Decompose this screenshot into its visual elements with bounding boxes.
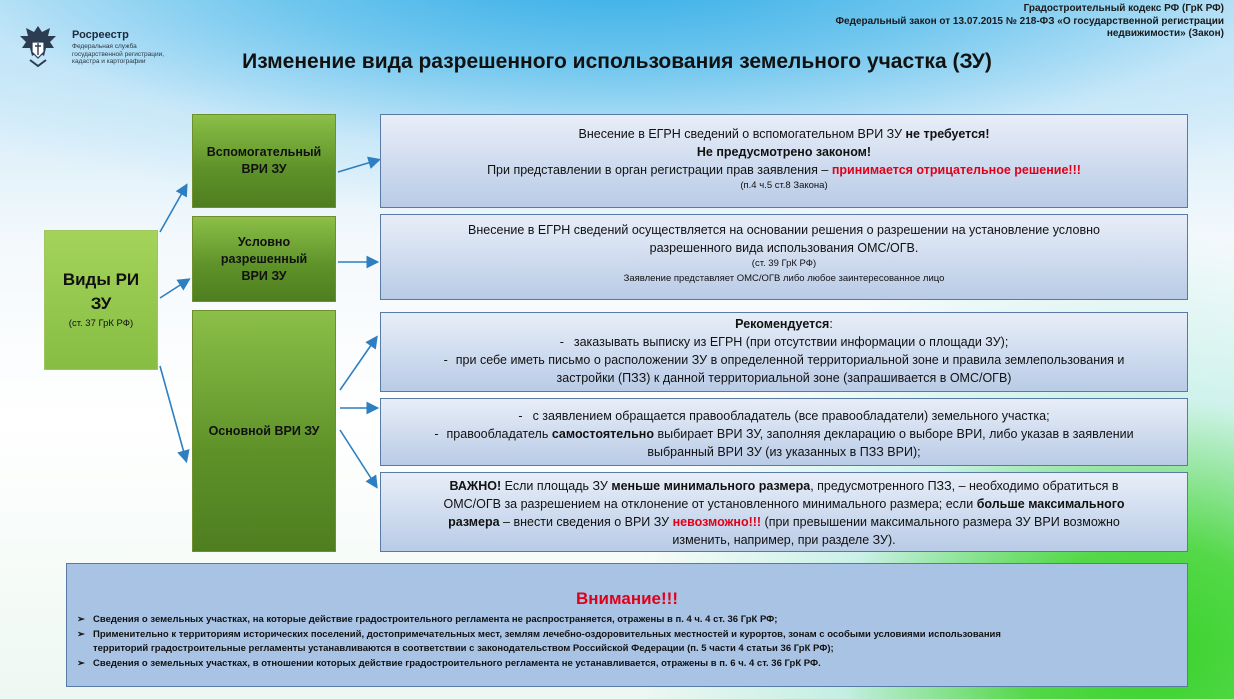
important-box <box>380 472 1188 552</box>
arrow-to-main <box>160 366 186 460</box>
law-line-3: недвижимости» (Закон) <box>1106 28 1224 39</box>
box1-line4: (п.4 ч.5 ст.8 Закона) <box>740 180 828 191</box>
box2-line1: Внесение в ЕГРН сведений осуществляется на основании решения о разрешении на установление условно <box>468 223 1100 237</box>
ri-types-line2: ЗУ <box>90 294 112 313</box>
box2-line3: (ст. 39 ГрК РФ) <box>751 258 817 269</box>
box1-line2: Не предусмотрено законом! <box>696 145 872 159</box>
attention-item: ➢ Сведения о земельных участках, в отношении которых действие градостроительного регламента не устанавливается, отражены в п. 6 ч. 4 ст. 36 ГрК РФ. <box>77 658 821 669</box>
logo-subtitle: Федеральная служба государственной регистрации, кадастра и картографии <box>72 43 165 65</box>
box5-line2: ОМС/ОГВ за разрешением на отклонение от установленного минимального размера; если больше максимального <box>443 497 1125 511</box>
arrow-to-conditional <box>160 280 188 298</box>
box5-line4: изменить, например, при разделе ЗУ). <box>672 533 896 547</box>
law-line-1: Градостроительный кодекс РФ (ГрК РФ) <box>1023 3 1224 14</box>
auxiliary-line1: Вспомогательный <box>206 145 322 159</box>
box4-line3: выбранный ВРИ ЗУ (из указанных в ПЗЗ ВРИ); <box>647 445 921 459</box>
box3-heading: Рекомендуется: <box>735 317 833 331</box>
box4-line2: - правообладатель самостоятельно выбирает ВРИ ЗУ, заполняя декларацию о выборе ВРИ, либо указав в заявлении <box>434 427 1134 441</box>
bullet-arrow-icon: ➢ <box>77 658 85 669</box>
ri-types-box <box>44 230 158 370</box>
box5-line1: ВАЖНО! Если площадь ЗУ меньше минимального размера, предусмотренного ПЗЗ, – необходимо обратиться в <box>449 479 1119 493</box>
recommended-box <box>380 312 1188 392</box>
box3-line2: - при себе иметь письмо о расположении ЗУ в определенной территориальной зоне и правила землепользования и <box>443 353 1125 367</box>
auxiliary-vri-box <box>192 114 336 208</box>
attention-title: Внимание!!! <box>576 589 678 608</box>
ri-types-note: (ст. 37 ГрК РФ) <box>68 318 134 329</box>
ri-types-line1: Виды РИ <box>62 270 140 289</box>
conditional-info-box <box>380 214 1188 300</box>
box2-line2: разрешенного вида использования ОМС/ОГВ. <box>649 241 919 255</box>
page-title: Изменение вида разрешенного использования земельного участка (ЗУ) <box>242 50 992 73</box>
conditional-line2: разрешенный <box>220 251 308 266</box>
attention-item-continuation: территорий градостроительные регламенты устанавливаются в соответствии с законодательством Российской Федерации (п. 5 части 4 статьи 36 ГрК РФ); <box>93 643 834 654</box>
main-vri-box <box>192 310 336 552</box>
arrow-to-box1 <box>338 160 378 172</box>
conditional-vri-box <box>192 216 336 302</box>
arrow-to-auxiliary <box>160 186 186 232</box>
applicant-box <box>380 398 1188 466</box>
box2-line4: Заявление представляет ОМС/ОГВ либо любое заинтересованное лицо <box>623 273 945 284</box>
arrow-to-box3 <box>340 338 376 390</box>
bullet-arrow-icon: ➢ <box>77 629 85 640</box>
attention-item: ➢ Сведения о земельных участках, на которые действие градостроительного регламента не распространяется, отражены в п. 4 ч. 4 ст. 36 ГрК РФ; <box>77 614 778 625</box>
attention-box <box>66 563 1188 687</box>
box1-line3: При представлении в орган регистрации прав заявления – принимается отрицательное решение!!! <box>487 163 1081 177</box>
law-line-2: Федеральный закон от 13.07.2015 № 218-ФЗ «О государственной регистрации <box>835 15 1224 27</box>
auxiliary-info-box <box>380 114 1188 208</box>
box1-line1: Внесение в ЕГРН сведений о вспомогательном ВРИ ЗУ не требуется! <box>578 127 990 141</box>
conditional-line1: Условно <box>237 234 291 249</box>
conditional-line3: ВРИ ЗУ <box>241 268 287 283</box>
box4-line1: - с заявлением обращается правообладатель (все правообладатели) земельного участка; <box>518 409 1050 423</box>
logo-brand-name: Росреестр <box>72 29 129 41</box>
auxiliary-line2: ВРИ ЗУ <box>241 162 287 176</box>
attention-item: ➢ Применительно к территориям исторических поселений, достопримечательных мест, землям лечебно-оздоровительных местностей и курортов, зонам с особыми условиями использования <box>77 629 1001 640</box>
arrow-to-box5 <box>340 430 376 486</box>
box5-line3: размера – внести сведения о ВРИ ЗУ невозможно!!! (при превышении максимального размера ЗУ ВРИ возможно <box>448 515 1120 529</box>
box3-line1: - заказывать выписку из ЕГРН (при отсутствии информации о площади ЗУ); <box>559 335 1009 349</box>
bullet-arrow-icon: ➢ <box>77 614 85 625</box>
box3-line3: застройки (ПЗЗ) к данной территориальной зоне (запрашивается в ОМС/ОГВ) <box>556 371 1012 385</box>
main-line1: Основной ВРИ ЗУ <box>208 423 320 438</box>
